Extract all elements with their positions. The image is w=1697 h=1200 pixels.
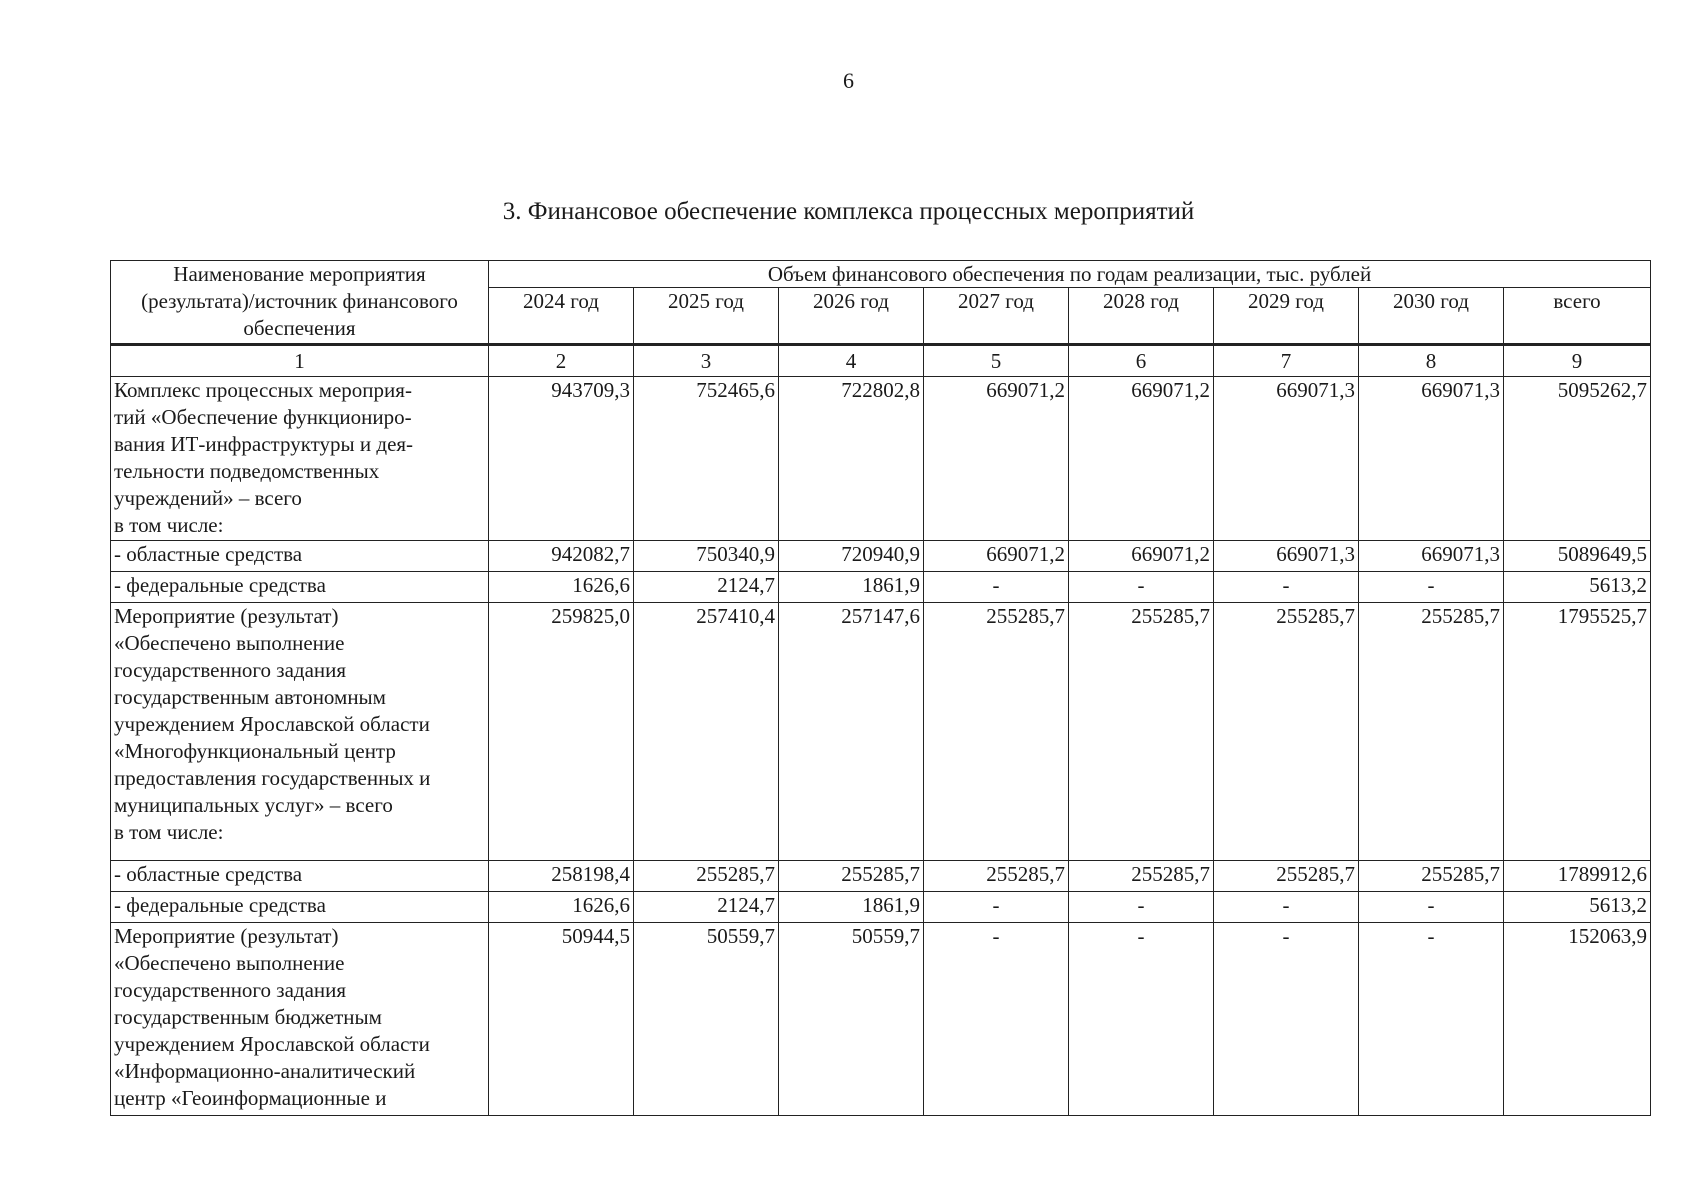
value-cell: 5095262,7 xyxy=(1504,377,1651,541)
value-cell: 5613,2 xyxy=(1504,892,1651,923)
row-label: - федеральные средства xyxy=(111,892,489,923)
page-number: 6 xyxy=(843,68,854,93)
value-cell: 942082,7 xyxy=(489,541,634,572)
value-cell: 720940,9 xyxy=(779,541,924,572)
value-cell: 152063,9 xyxy=(1504,923,1651,1116)
value-cell: 1626,6 xyxy=(489,892,634,923)
year-header: 2026 год xyxy=(779,288,924,345)
value-cell: 255285,7 xyxy=(1359,861,1504,892)
value-cell: 50944,5 xyxy=(489,923,634,1116)
value-cell: 750340,9 xyxy=(634,541,779,572)
value-cell: 257410,4 xyxy=(634,603,779,861)
value-cell: 255285,7 xyxy=(779,861,924,892)
row-label: - федеральные средства xyxy=(111,572,489,603)
table-row xyxy=(111,377,1651,541)
value-cell: 1861,9 xyxy=(779,572,924,603)
header-name-cell: Наименование мероприятия (результата)/источник финансового обеспечения xyxy=(111,261,489,345)
column-number: 7 xyxy=(1214,345,1359,377)
value-cell: 669071,3 xyxy=(1359,541,1504,572)
value-cell: 255285,7 xyxy=(1214,861,1359,892)
value-cell: 669071,2 xyxy=(924,377,1069,541)
column-number: 3 xyxy=(634,345,779,377)
value-cell: 255285,7 xyxy=(924,603,1069,861)
value-cell: 50559,7 xyxy=(634,923,779,1116)
column-number: 2 xyxy=(489,345,634,377)
value-cell: 259825,0 xyxy=(489,603,634,861)
value-cell: 752465,6 xyxy=(634,377,779,541)
value-cell: 5089649,5 xyxy=(1504,541,1651,572)
value-cell: 255285,7 xyxy=(634,861,779,892)
value-cell: 722802,8 xyxy=(779,377,924,541)
year-header: 2029 год xyxy=(1214,288,1359,345)
value-cell: 5613,2 xyxy=(1504,572,1651,603)
header-row-1 xyxy=(111,261,1651,288)
table-row xyxy=(111,541,1651,572)
column-number: 1 xyxy=(111,345,489,377)
table-row xyxy=(111,923,1651,1116)
value-cell: 1795525,7 xyxy=(1504,603,1651,861)
row-label: - областные средства xyxy=(111,861,489,892)
table-row xyxy=(111,572,1651,603)
value-cell: - xyxy=(1069,923,1214,1116)
value-cell: 255285,7 xyxy=(1069,861,1214,892)
value-cell: 1626,6 xyxy=(489,572,634,603)
column-number: 5 xyxy=(924,345,1069,377)
financing-table xyxy=(110,260,1651,1116)
value-cell: - xyxy=(1214,572,1359,603)
value-cell: 669071,3 xyxy=(1214,541,1359,572)
value-cell: 2124,7 xyxy=(634,892,779,923)
column-number: 6 xyxy=(1069,345,1214,377)
column-number: 9 xyxy=(1504,345,1651,377)
column-number-row xyxy=(111,345,1651,377)
value-cell: - xyxy=(1359,572,1504,603)
value-cell: - xyxy=(924,892,1069,923)
year-header: 2025 год xyxy=(634,288,779,345)
row-label: Мероприятие (результат) «Обеспечено выполнение государственного задания государственным автономным учреждением Ярославской области «Многофункциональный центр предоставления государственных и муниципальных услуг» – всего в том числе: xyxy=(111,603,489,861)
value-cell: 50559,7 xyxy=(779,923,924,1116)
year-header: 2027 год xyxy=(924,288,1069,345)
section-title: 3. Финансовое обеспечение комплекса процессных мероприятий xyxy=(502,198,1195,225)
value-cell: 255285,7 xyxy=(924,861,1069,892)
value-cell: - xyxy=(1359,892,1504,923)
row-label: Комплекс процессных мероприя- тий «Обеспечение функциониро- вания ИТ-инфраструктуры и дея- тельности подведомственных учреждений» – всего в том числе: xyxy=(111,377,489,541)
year-header: 2024 год xyxy=(489,288,634,345)
value-cell: 257147,6 xyxy=(779,603,924,861)
row-label: Мероприятие (результат) «Обеспечено выполнение государственного задания государственным бюджетным учреждением Ярославской области «Информационно-аналитический центр «Геоинформационные и xyxy=(111,923,489,1116)
table-row xyxy=(111,861,1651,892)
year-header: 2028 год xyxy=(1069,288,1214,345)
value-cell: 669071,2 xyxy=(1069,377,1214,541)
value-cell: 669071,3 xyxy=(1214,377,1359,541)
value-cell: - xyxy=(1069,892,1214,923)
row-label: - областные средства xyxy=(111,541,489,572)
value-cell: 255285,7 xyxy=(1359,603,1504,861)
value-cell: 255285,7 xyxy=(1069,603,1214,861)
value-cell: - xyxy=(1069,572,1214,603)
value-cell: 258198,4 xyxy=(489,861,634,892)
total-header: всего xyxy=(1504,288,1651,345)
year-header: 2030 год xyxy=(1359,288,1504,345)
column-number: 8 xyxy=(1359,345,1504,377)
value-cell: 669071,3 xyxy=(1359,377,1504,541)
value-cell: 255285,7 xyxy=(1214,603,1359,861)
value-cell: - xyxy=(1214,923,1359,1116)
value-cell: 943709,3 xyxy=(489,377,634,541)
value-cell: 1861,9 xyxy=(779,892,924,923)
value-cell: 669071,2 xyxy=(1069,541,1214,572)
column-number: 4 xyxy=(779,345,924,377)
header-volume-cell: Объем финансового обеспечения по годам реализации, тыс. рублей xyxy=(489,261,1651,288)
value-cell: 669071,2 xyxy=(924,541,1069,572)
value-cell: 2124,7 xyxy=(634,572,779,603)
value-cell: - xyxy=(924,572,1069,603)
value-cell: - xyxy=(924,923,1069,1116)
value-cell: - xyxy=(1359,923,1504,1116)
value-cell: - xyxy=(1214,892,1359,923)
table-row xyxy=(111,603,1651,861)
value-cell: 1789912,6 xyxy=(1504,861,1651,892)
table-row xyxy=(111,892,1651,923)
